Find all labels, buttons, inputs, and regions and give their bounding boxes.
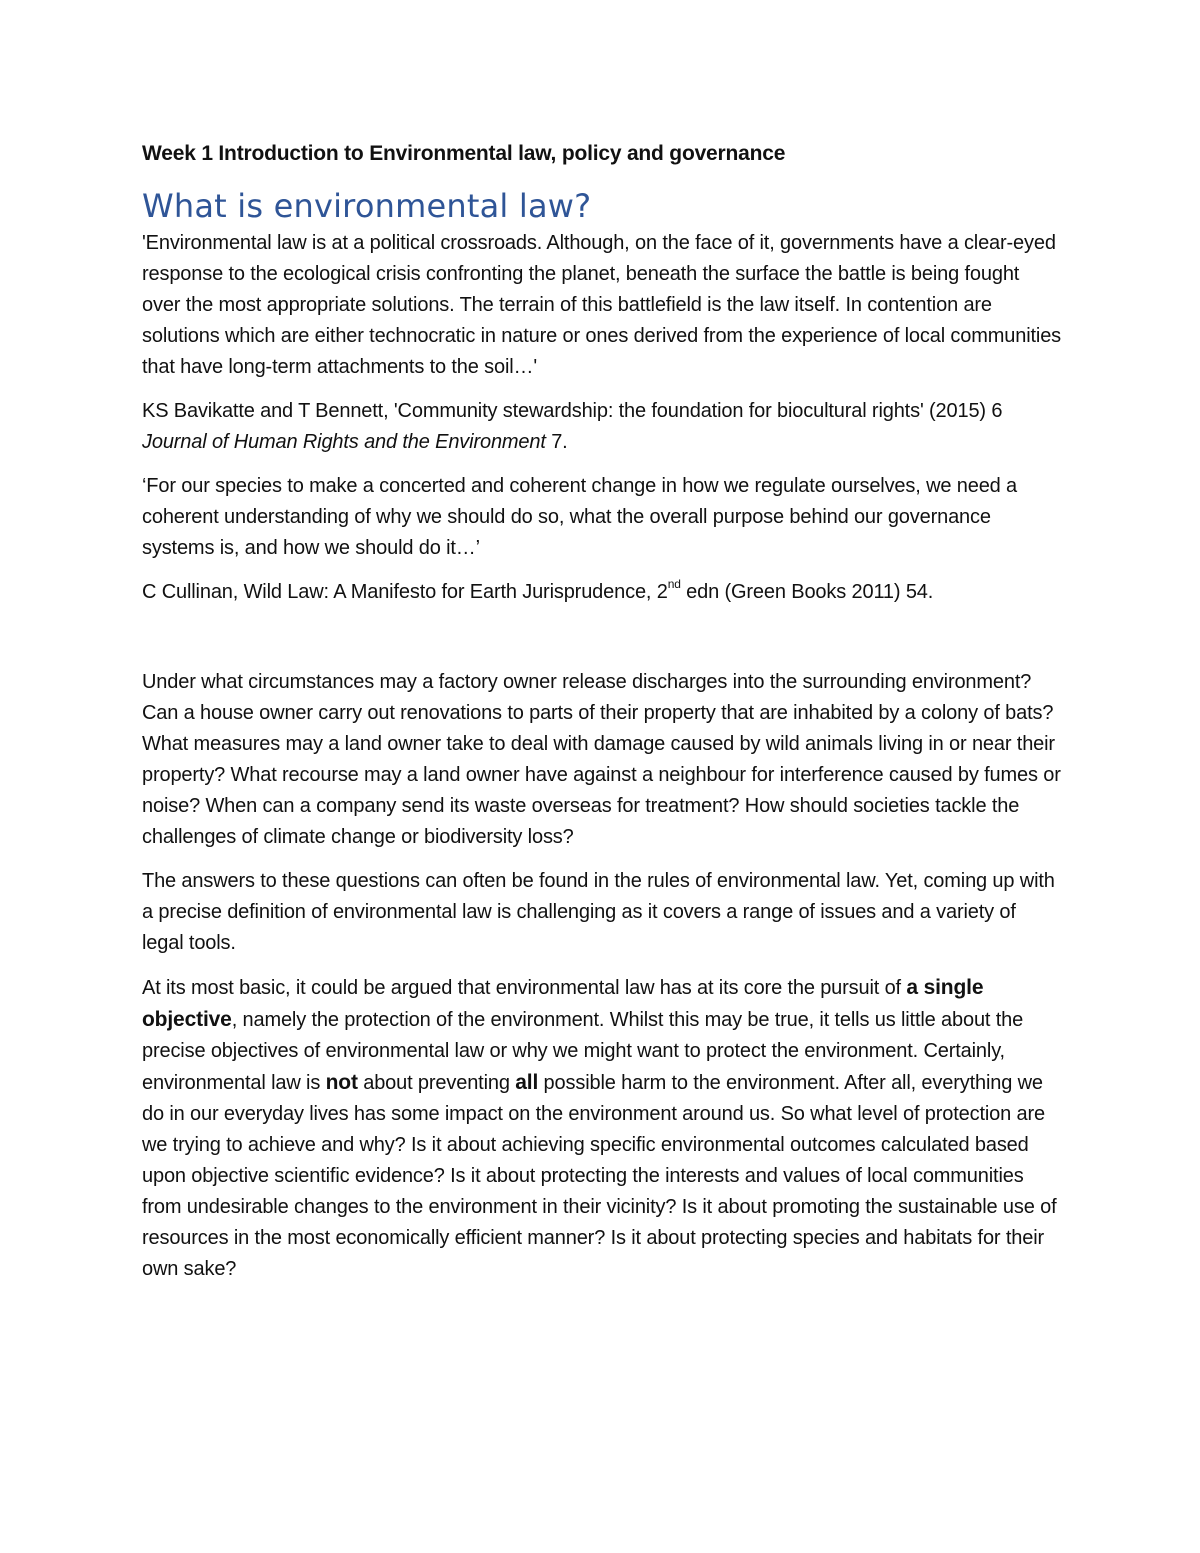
citation-1-page: 7. xyxy=(545,431,568,453)
basic-part-4: possible harm to the environment. After all, everything we do in our everyday lives has some impact on the environment around us. So what level of protection are we trying to achieve and why? Is it about achieving specific environmental outcomes calculated based upon objective scientific evidence? Is it about protecting the interests and values of local communities from undesirable changes to the environment in their vicinity? Is it about promoting the sustainable use of resources in the most economically efficient manner? Is it about protecting species and habitats for their own sake? xyxy=(142,1072,1057,1280)
citation-2-text-after: edn (Green Books 2011) 54. xyxy=(680,581,934,603)
section-title: What is environmental law? xyxy=(142,187,592,225)
basic-paragraph xyxy=(142,972,1062,1285)
citation-paragraph-2 xyxy=(142,577,1062,608)
basic-part-1: At its most basic, it could be argued that environmental law has at its core the pursuit of xyxy=(142,977,907,999)
questions-paragraph: Under what circumstances may a factory owner release discharges into the surrounding environment? Can a house owner carry out renovations to parts of their property that are inhabited by a colony of bats? What measures may a land owner take to deal with damage caused by wild animals living in or near their property? What recourse may a land owner have against a neighbour for interference caused by fumes or noise? When can a company send its waste overseas for treatment? How should societies tackle the challenges of climate change or biodiversity loss? xyxy=(142,671,1061,848)
quote-paragraph-1: 'Environmental law is at a political crossroads. Although, on the face of it, governments have a clear-eyed response to the ecological crisis confronting the planet, beneath the surface the battle is being fought over the most appropriate solutions. The terrain of this battlefield is the law itself. In contention are solutions which are either technocratic in nature or ones derived from the experience of local communities that have long-term attachments to the soil…' xyxy=(142,232,1062,378)
blank-line xyxy=(142,621,1062,667)
citation-paragraph-1 xyxy=(142,396,1062,458)
citation-1-year: (2015) 6 xyxy=(929,400,1003,422)
citation-2-superscript: nd xyxy=(667,577,681,592)
week-heading: Week 1 Introduction to Environmental law, policy and governance xyxy=(142,142,786,165)
quote-paragraph-2: ‘For our species to make a concerted and coherent change in how we regulate ourselves, we need a coherent understanding of why we should do so, what the overall purpose behind our governance systems is, and how we should do it…’ xyxy=(142,475,1018,559)
basic-part-2: , namely the protection of the environment. Whilst this may be true, it tells us little about the precise objectives of environmental law or why we might want to protect the environment. Certainly, environmental law is xyxy=(142,1009,1024,1094)
basic-bold-single-objective: a single objective xyxy=(142,976,984,1031)
citation-1-journal: Journal of Human Rights and the Environment xyxy=(142,431,546,453)
answers-paragraph: The answers to these questions can often be found in the rules of environmental law. Yet, coming up with a precise definition of environmental law is challenging as it covers a range of issues and a variety of legal tools. xyxy=(142,870,1055,954)
citation-1-authors: KS Bavikatte and T Bennett, 'Community stewardship: the foundation for biocultural rights' xyxy=(142,400,924,422)
basic-bold-all: all xyxy=(515,1071,539,1094)
document-body xyxy=(142,138,1062,1298)
citation-2-text-before: C Cullinan, Wild Law: A Manifesto for Earth Jurisprudence, 2 xyxy=(142,581,668,603)
basic-bold-not: not xyxy=(325,1071,358,1094)
basic-part-3: about preventing xyxy=(357,1072,516,1094)
